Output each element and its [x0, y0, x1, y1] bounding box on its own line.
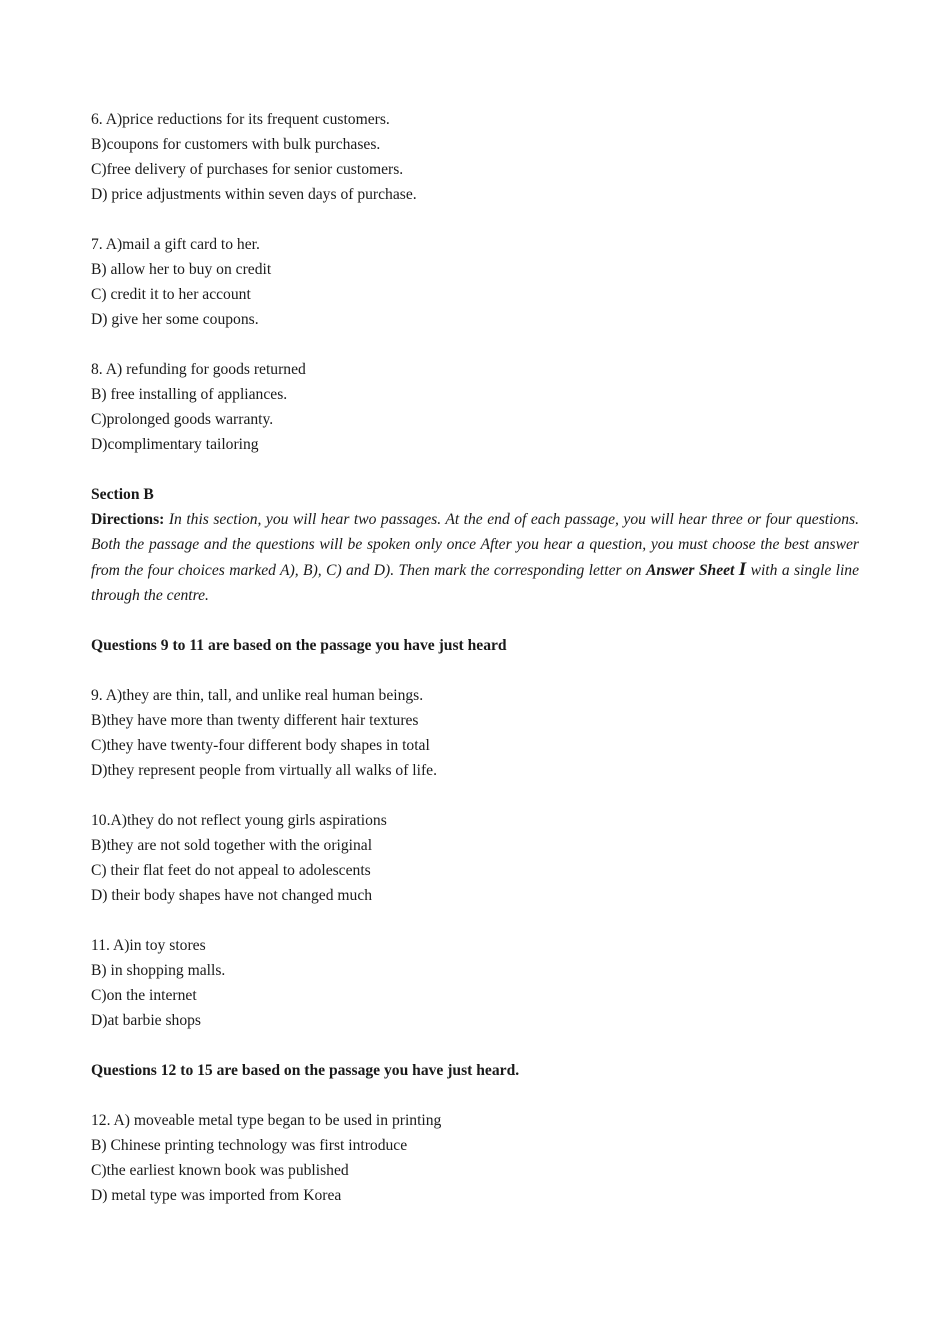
- spacer: [91, 1083, 859, 1108]
- q8-option-b: B) free installing of appliances.: [91, 386, 288, 403]
- q11-option-a: 11. A)in toy stores: [91, 937, 206, 954]
- q10-option-b: B)they are not sold together with the original: [91, 837, 373, 854]
- section-b-title: Section B: [91, 486, 154, 503]
- q6-option-a: 6. A)price reductions for its frequent customers.: [91, 111, 390, 128]
- spacer: [91, 332, 859, 357]
- spacer: [91, 783, 859, 808]
- section-b-directions: [91, 507, 859, 608]
- q7-option-a: 7. A)mail a gift card to her.: [91, 236, 260, 253]
- q7-option-d: D) give her some coupons.: [91, 311, 259, 328]
- document-page: [91, 107, 859, 1208]
- question-6: [91, 107, 859, 207]
- q8-option-c: C)prolonged goods warranty.: [91, 411, 274, 428]
- question-8: [91, 357, 859, 457]
- q6-option-b: B)coupons for customers with bulk purchases.: [91, 136, 381, 153]
- q9-option-b: B)they have more than twenty different hair textures: [91, 712, 419, 729]
- q11-option-b: B) in shopping malls.: [91, 962, 226, 979]
- q10-option-d: D) their body shapes have not changed much: [91, 887, 373, 904]
- answer-sheet-number: I: [738, 559, 747, 580]
- answer-sheet-label: Answer Sheet: [645, 562, 735, 579]
- q12-option-a: 12. A) moveable metal type began to be used in printing: [91, 1112, 442, 1129]
- spacer: [91, 908, 859, 933]
- q9-option-a: 9. A)they are thin, tall, and unlike real human beings.: [91, 687, 424, 704]
- question-7: [91, 232, 859, 332]
- question-11: [91, 933, 859, 1033]
- group-heading-9-11: Questions 9 to 11 are based on the passage you have just heard: [91, 637, 507, 654]
- spacer: [91, 608, 859, 633]
- q7-option-b: B) allow her to buy on credit: [91, 261, 272, 278]
- spacer: [91, 207, 859, 232]
- directions-label: Directions:: [91, 511, 165, 528]
- q12-option-c: C)the earliest known book was published: [91, 1162, 349, 1179]
- question-9: [91, 683, 859, 783]
- spacer: [91, 1033, 859, 1058]
- q8-option-d: D)complimentary tailoring: [91, 436, 259, 453]
- q6-option-c: C)free delivery of purchases for senior customers.: [91, 161, 404, 178]
- q12-option-d: D) metal type was imported from Korea: [91, 1187, 342, 1204]
- question-12: [91, 1108, 859, 1208]
- q11-option-c: C)on the internet: [91, 987, 197, 1004]
- group-heading-12-15: Questions 12 to 15 are based on the passage you have just heard.: [91, 1062, 520, 1079]
- q7-option-c: C) credit it to her account: [91, 286, 251, 303]
- q11-option-d: D)at barbie shops: [91, 1012, 201, 1029]
- q12-option-b: B) Chinese printing technology was first introduce: [91, 1137, 408, 1154]
- q9-option-c: C)they have twenty-four different body shapes in total: [91, 737, 430, 754]
- q9-option-d: D)they represent people from virtually all walks of life.: [91, 762, 437, 779]
- q8-option-a: 8. A) refunding for goods returned: [91, 361, 306, 378]
- q10-option-a: 10.A)they do not reflect young girls aspirations: [91, 812, 387, 829]
- spacer: [91, 457, 859, 482]
- q10-option-c: C) their flat feet do not appeal to adolescents: [91, 862, 371, 879]
- q6-option-d: D) price adjustments within seven days of purchase.: [91, 186, 417, 203]
- directions-text: In this section, you will hear two passages. At the end of each passage, you will hear three or four questions. Both the passage and the questions will be spoken only once After you hear a question, you must choose the best answer from the four choices marked A), B), C) and D). Then mark the corresponding letter on: [91, 511, 859, 579]
- question-10: [91, 808, 859, 908]
- directions-end: with a single line through the centre.: [91, 562, 860, 604]
- spacer: [91, 658, 859, 683]
